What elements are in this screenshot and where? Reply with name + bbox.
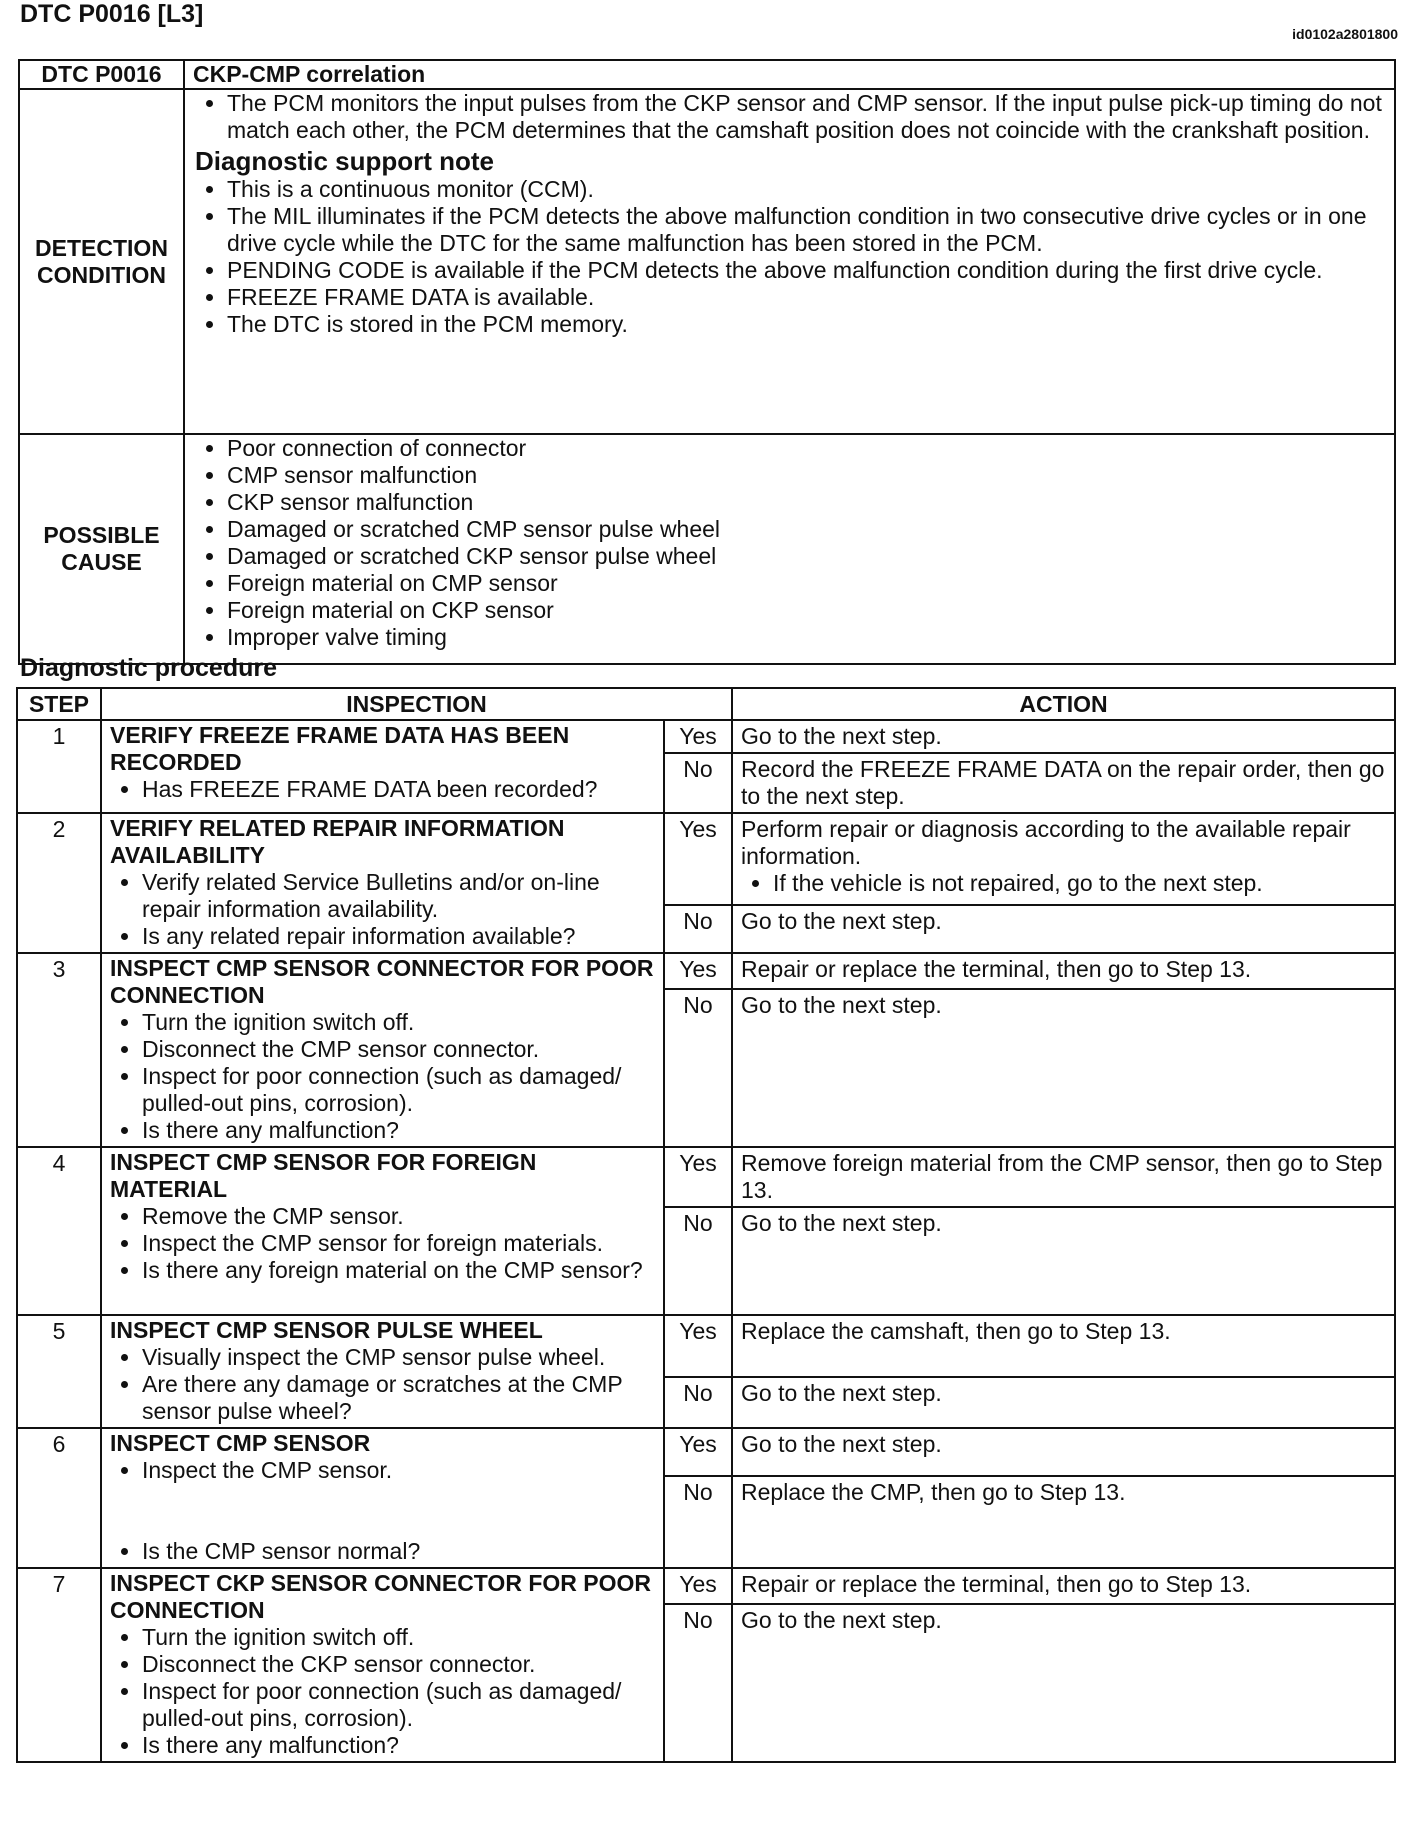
yes-label: Yes [664, 953, 732, 989]
possible-cause-body [184, 434, 1395, 664]
step-number: 6 [17, 1428, 101, 1568]
step-number: 7 [17, 1568, 101, 1762]
document-id: id0102a2801800 [1292, 26, 1398, 42]
support-note-list [195, 176, 1384, 338]
yes-action: Replace the camshaft, then go to Step 13. [732, 1315, 1395, 1377]
step-row [17, 1568, 1395, 1604]
inspection-cell [101, 1147, 664, 1315]
no-action: Go to the next step. [732, 1604, 1395, 1762]
no-label: No [664, 905, 732, 953]
detection-item: • The PCM monitors the input pulses from the CKP sensor and CMP sensor. If the input pulse pick-up timing do not match each other, the PCM determines that the camshaft position does not coincide with the crankshaft position. [227, 90, 1384, 144]
inspection-cell [101, 1428, 664, 1568]
step-row [17, 953, 1395, 989]
support-note-item: • FREEZE FRAME DATA is available. [227, 284, 1384, 311]
support-note-item: • PENDING CODE is available if the PCM detects the above malfunction condition during the first drive cycle. [227, 257, 1384, 284]
support-note-item: • This is a continuous monitor (CCM). [227, 176, 1384, 203]
yes-action: Repair or replace the terminal, then go to Step 13. [732, 1568, 1395, 1604]
procedure-header-row [17, 688, 1395, 720]
inspection-item: • Has FREEZE FRAME DATA been recorded? [142, 776, 659, 803]
no-action: Go to the next step. [732, 989, 1395, 1147]
yes-action: Remove foreign material from the CMP sensor, then go to Step 13. [732, 1147, 1395, 1207]
yes-label: Yes [664, 1568, 732, 1604]
cause-item: • Foreign material on CKP sensor [227, 597, 1384, 624]
inspection-item: • Inspect for poor connection (such as damaged/ pulled-out pins, corrosion). [142, 1063, 659, 1117]
no-action: Go to the next step. [732, 1377, 1395, 1428]
inspection-item: • Disconnect the CKP sensor connector. [142, 1651, 659, 1678]
inspection-title: VERIFY RELATED REPAIR INFORMATION AVAILABILITY [110, 815, 565, 868]
no-action: Record the FREEZE FRAME DATA on the repair order, then go to the next step. [732, 753, 1395, 813]
inspection-cell [101, 1568, 664, 1762]
no-label: No [664, 989, 732, 1147]
inspection-item: • Turn the ignition switch off. [142, 1624, 659, 1651]
cause-item: • Damaged or scratched CMP sensor pulse wheel [227, 516, 1384, 543]
inspection-list [110, 869, 659, 950]
step-number: 5 [17, 1315, 101, 1428]
yes-action-subitem: • If the vehicle is not repaired, go to the next step. [773, 870, 1386, 897]
no-label: No [664, 1377, 732, 1428]
yes-action: Go to the next step. [732, 720, 1395, 753]
cause-item: • CMP sensor malfunction [227, 462, 1384, 489]
dtc-code: DTC P0016 [19, 60, 184, 89]
step-row [17, 720, 1395, 753]
yes-action: Repair or replace the terminal, then go to Step 13. [732, 953, 1395, 989]
inspection-list [110, 1624, 659, 1759]
cause-item: • Foreign material on CMP sensor [227, 570, 1384, 597]
cause-item: • Damaged or scratched CKP sensor pulse wheel [227, 543, 1384, 570]
dtc-summary-table [18, 59, 1396, 665]
step-header: STEP [17, 688, 101, 720]
support-note-item: • The DTC is stored in the PCM memory. [227, 311, 1384, 338]
detection-condition-row [19, 89, 1395, 434]
yes-action: Go to the next step. [732, 1428, 1395, 1476]
no-label: No [664, 1476, 732, 1568]
inspection-item: • Visually inspect the CMP sensor pulse wheel. [142, 1344, 659, 1371]
dtc-header-row [19, 60, 1395, 89]
inspection-item: • Is there any malfunction? [142, 1732, 659, 1759]
yes-label: Yes [664, 1428, 732, 1476]
inspection-item: • Inspect the CMP sensor. [142, 1457, 659, 1484]
inspection-item: • Inspect for poor connection (such as damaged/ pulled-out pins, corrosion). [142, 1678, 659, 1732]
detection-list [195, 90, 1384, 144]
detection-condition-body [184, 89, 1395, 434]
inspection-cell [101, 813, 664, 953]
no-label: No [664, 1604, 732, 1762]
step-row [17, 1428, 1395, 1476]
yes-label: Yes [664, 1315, 732, 1377]
step-number: 1 [17, 720, 101, 813]
yes-action: Perform repair or diagnosis according to the available repair information. [741, 816, 1351, 869]
yes-action-sublist [741, 870, 1386, 897]
inspection-cell [101, 720, 664, 813]
cause-item: • Improper valve timing [227, 624, 1384, 651]
inspection-item: • Is any related repair information available? [142, 923, 659, 950]
inspection-item: • Turn the ignition switch off. [142, 1009, 659, 1036]
yes-label: Yes [664, 1147, 732, 1207]
support-note-item: • The MIL illuminates if the PCM detects the above malfunction condition in two consecutive drive cycles or in one drive cycle while the DTC for the same malfunction has been stored in the PCM. [227, 203, 1384, 257]
inspection-header: INSPECTION [101, 688, 732, 720]
inspection-title: INSPECT CMP SENSOR FOR FOREIGN MATERIAL [110, 1149, 537, 1202]
step-row [17, 1147, 1395, 1207]
step-number: 4 [17, 1147, 101, 1315]
procedure-title: Diagnostic procedure [20, 654, 277, 682]
inspection-list [110, 1009, 659, 1144]
no-action: Go to the next step. [732, 1207, 1395, 1315]
inspection-cell [101, 953, 664, 1147]
cause-list [195, 435, 1384, 651]
no-label: No [664, 1207, 732, 1315]
inspection-title: INSPECT CKP SENSOR CONNECTOR FOR POOR CONNECTION [110, 1570, 651, 1623]
step-row [17, 1315, 1395, 1377]
cause-item: • Poor connection of connector [227, 435, 1384, 462]
inspection-list [110, 1344, 659, 1425]
detection-condition-label: DETECTION CONDITION [19, 89, 184, 434]
diagnostic-procedure-table [16, 687, 1396, 1763]
inspection-item: • Is there any foreign material on the CMP sensor? [142, 1257, 659, 1284]
inspection-item: • Verify related Service Bulletins and/or on-line repair information availability. [142, 869, 659, 923]
inspection-item: • Disconnect the CMP sensor connector. [142, 1036, 659, 1063]
inspection-item: • Inspect the CMP sensor for foreign materials. [142, 1230, 659, 1257]
action-header: ACTION [732, 688, 1395, 720]
inspection-title: INSPECT CMP SENSOR CONNECTOR FOR POOR CONNECTION [110, 955, 654, 1008]
inspection-list [110, 776, 659, 803]
inspection-item: • Remove the CMP sensor. [142, 1203, 659, 1230]
inspection-item: • Is the CMP sensor normal? [142, 1538, 659, 1565]
inspection-title: INSPECT CMP SENSOR [110, 1430, 371, 1456]
step-row [17, 813, 1395, 905]
inspection-item: • Are there any damage or scratches at the CMP sensor pulse wheel? [142, 1371, 659, 1425]
inspection-title: VERIFY FREEZE FRAME DATA HAS BEEN RECORDED [110, 722, 570, 775]
inspection-item: • Is there any malfunction? [142, 1117, 659, 1144]
step-number: 2 [17, 813, 101, 953]
yes-label: Yes [664, 813, 732, 905]
yes-label: Yes [664, 720, 732, 753]
inspection-list [110, 1457, 659, 1565]
page-title: DTC P0016 [L3] [20, 0, 204, 28]
support-note-title: Diagnostic support note [195, 146, 494, 176]
possible-cause-row [19, 434, 1395, 664]
yes-action-cell [732, 813, 1395, 905]
step-number: 3 [17, 953, 101, 1147]
cause-item: • CKP sensor malfunction [227, 489, 1384, 516]
inspection-cell [101, 1315, 664, 1428]
possible-cause-label: POSSIBLE CAUSE [19, 434, 184, 664]
no-label: No [664, 753, 732, 813]
inspection-title: INSPECT CMP SENSOR PULSE WHEEL [110, 1317, 543, 1343]
dtc-name: CKP-CMP correlation [184, 60, 1395, 89]
inspection-list [110, 1203, 659, 1284]
no-action: Replace the CMP, then go to Step 13. [732, 1476, 1395, 1568]
no-action: Go to the next step. [732, 905, 1395, 953]
